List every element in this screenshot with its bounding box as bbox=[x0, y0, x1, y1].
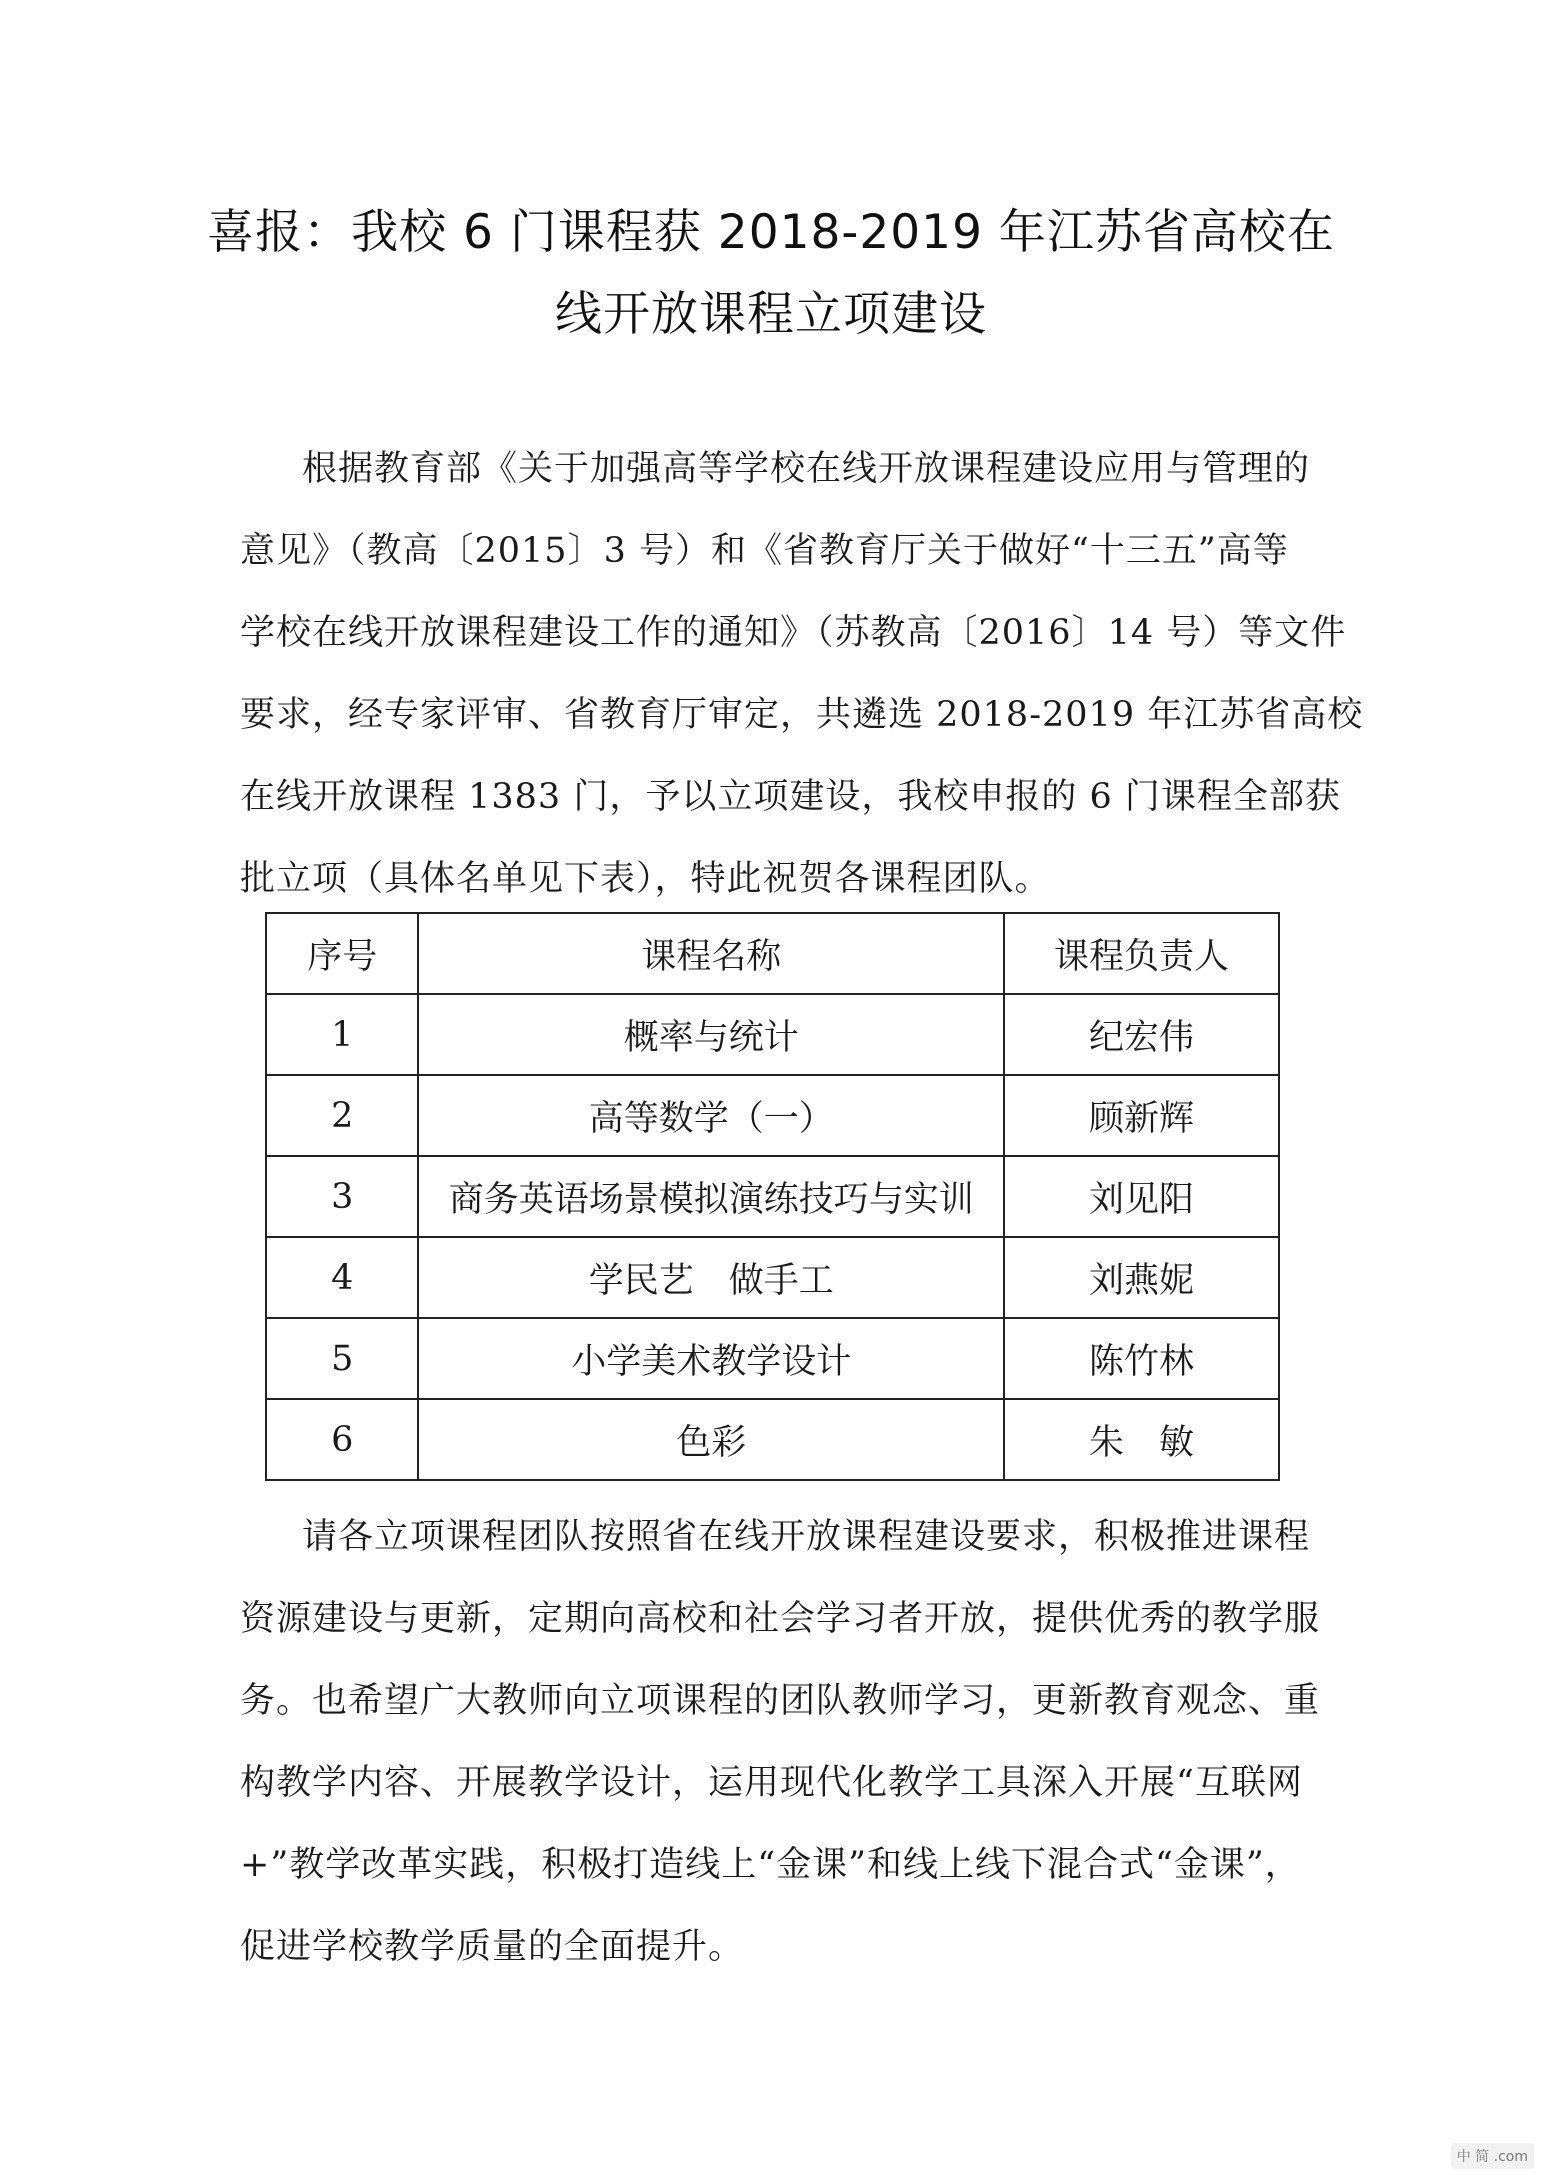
paragraph-line: 根据教育部《关于加强高等学校在线开放课程建设应用与管理的 bbox=[302, 449, 1311, 489]
cell-index: 4 bbox=[266, 1237, 418, 1318]
table-row bbox=[266, 1318, 1279, 1399]
cell-course-name: 高等数学（一） bbox=[418, 1075, 1004, 1156]
header-course-name: 课程名称 bbox=[418, 913, 1004, 994]
cell-course-name: 色彩 bbox=[418, 1399, 1004, 1480]
cell-course-lead: 刘见阳 bbox=[1004, 1156, 1279, 1237]
header-course-lead: 课程负责人 bbox=[1004, 913, 1279, 994]
paragraph-line: 请各立项课程团队按照省在线开放课程建设要求，积极推进课程 bbox=[302, 1517, 1311, 1557]
paragraph-line: 务。也希望广大教师向立项课程的团队教师学习，更新教育观念、重 bbox=[240, 1681, 1321, 1721]
cell-index: 3 bbox=[266, 1156, 418, 1237]
cell-course-name: 小学美术教学设计 bbox=[418, 1318, 1004, 1399]
cell-course-lead: 顾新辉 bbox=[1004, 1075, 1279, 1156]
paragraph-line: 要求，经专家评审、省教育厅审定，共遴选 2018-2019 年江苏省高校 bbox=[240, 695, 1364, 735]
table-row bbox=[266, 994, 1279, 1075]
title-line-2: 线开放课程立项建设 bbox=[555, 287, 987, 342]
document-title bbox=[200, 192, 1342, 356]
closing-paragraph bbox=[240, 1496, 1321, 1988]
table-row bbox=[266, 1075, 1279, 1156]
cell-course-name: 概率与统计 bbox=[418, 994, 1004, 1075]
title-line-1: 喜报：我校 6 门课程获 2018-2019 年江苏省高校在 bbox=[207, 205, 1335, 260]
paragraph-line: +”教学改革实践，积极打造线上“金课”和线上线下混合式“金课”， bbox=[240, 1845, 1301, 1885]
cell-index: 1 bbox=[266, 994, 418, 1075]
table-row bbox=[266, 1237, 1279, 1318]
cell-course-lead: 陈竹林 bbox=[1004, 1318, 1279, 1399]
cell-course-name: 学民艺 做手工 bbox=[418, 1237, 1004, 1318]
intro-paragraph bbox=[240, 428, 1364, 920]
paragraph-line: 促进学校教学质量的全面提升。 bbox=[240, 1927, 745, 1967]
paragraph-line: 在线开放课程 1383 门，予以立项建设，我校申报的 6 门课程全部获 bbox=[240, 777, 1341, 817]
paragraph-line: 意见》（教高〔2015〕3 号）和《省教育厅关于做好“十三五”高等 bbox=[240, 531, 1289, 571]
paragraph-line: 学校在线开放课程建设工作的通知》（苏教高〔2016〕14 号）等文件 bbox=[240, 613, 1347, 653]
course-table bbox=[265, 912, 1280, 1481]
header-index: 序号 bbox=[266, 913, 418, 994]
cell-index: 5 bbox=[266, 1318, 418, 1399]
cell-index: 6 bbox=[266, 1399, 418, 1480]
cell-course-lead: 刘燕妮 bbox=[1004, 1237, 1279, 1318]
paragraph-line: 构教学内容、开展教学设计，运用现代化教学工具深入开展“互联网 bbox=[240, 1763, 1303, 1803]
table-row bbox=[266, 1156, 1279, 1237]
cell-course-lead: 纪宏伟 bbox=[1004, 994, 1279, 1075]
table-row bbox=[266, 1399, 1279, 1480]
watermark: 中 简 .com bbox=[1451, 2143, 1534, 2169]
paragraph-line: 资源建设与更新，定期向高校和社会学习者开放，提供优秀的教学服 bbox=[240, 1599, 1321, 1639]
table-header-row bbox=[266, 913, 1279, 994]
cell-course-lead: 朱 敏 bbox=[1004, 1399, 1279, 1480]
cell-index: 2 bbox=[266, 1075, 418, 1156]
cell-course-name: 商务英语场景模拟演练技巧与实训 bbox=[418, 1156, 1004, 1237]
paragraph-line: 批立项（具体名单见下表），特此祝贺各课程团队。 bbox=[240, 859, 1051, 899]
